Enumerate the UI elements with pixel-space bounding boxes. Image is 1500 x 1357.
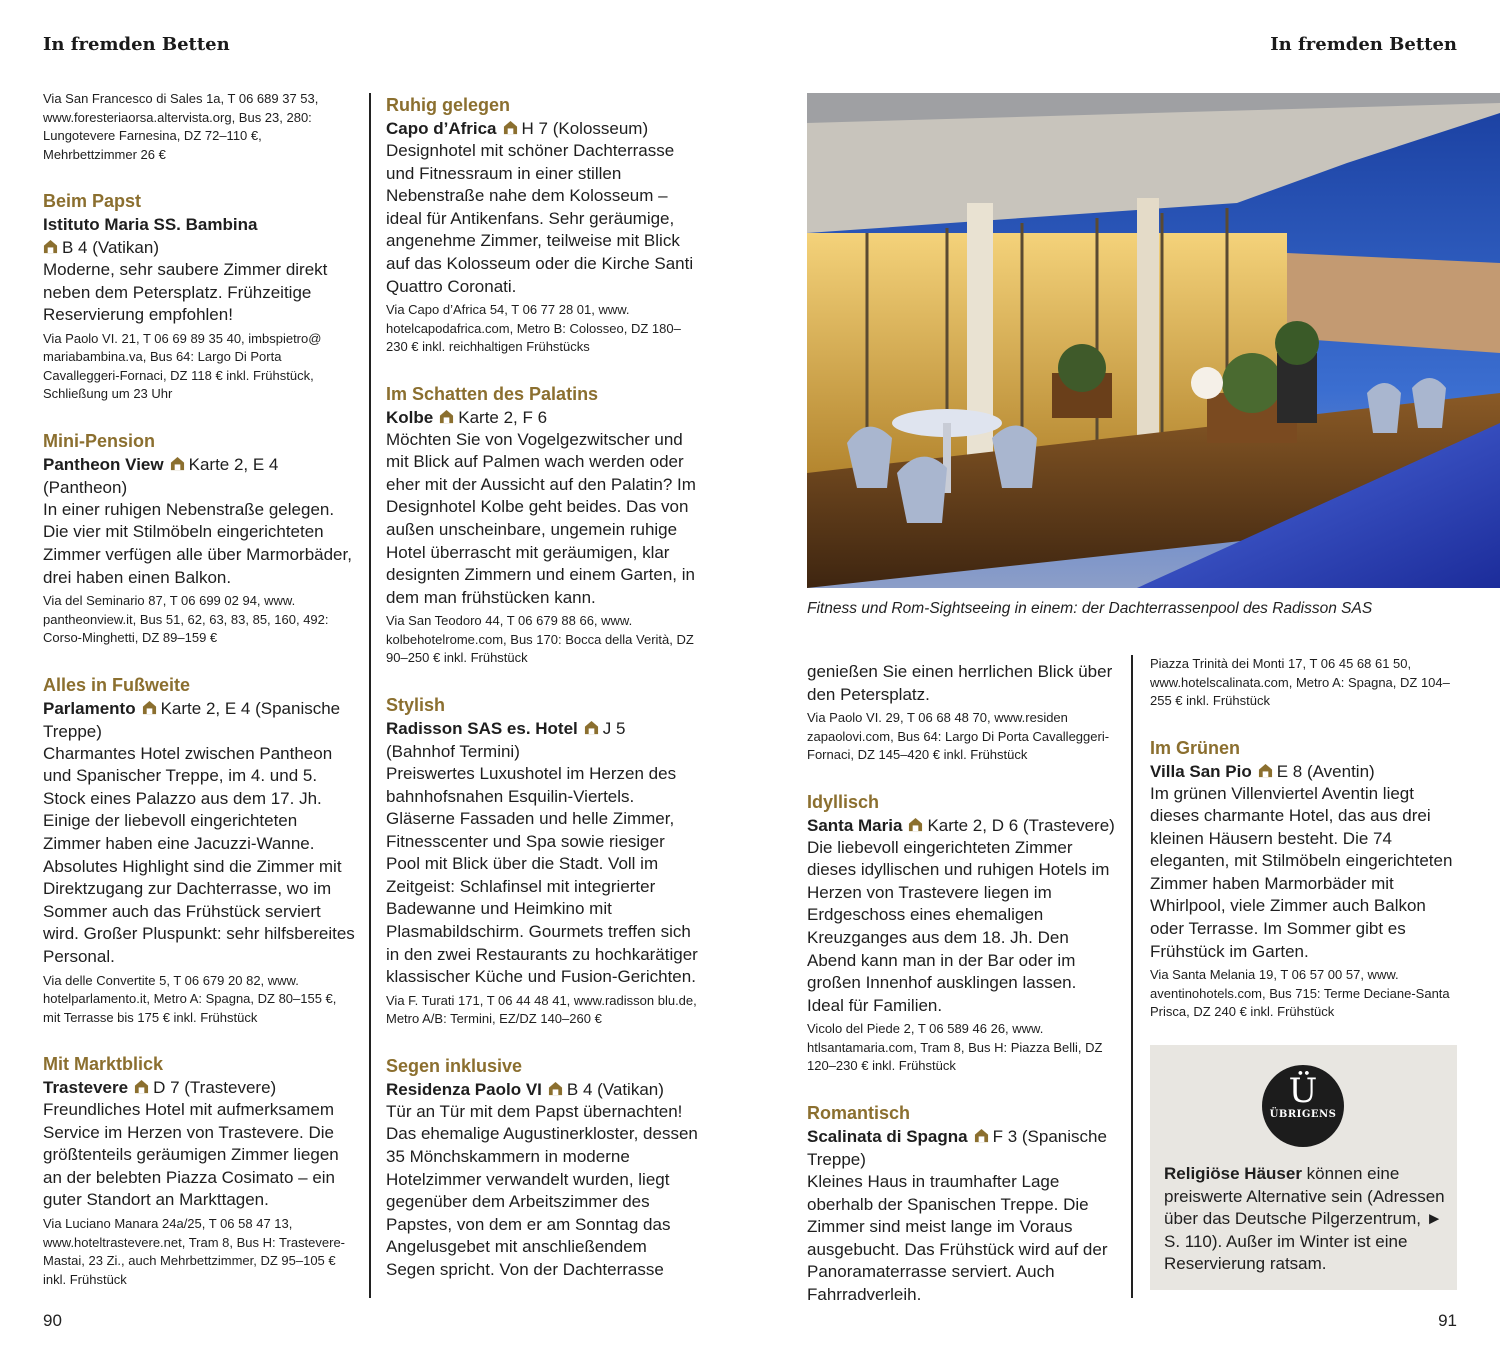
entry-name: Capo d’Africa (386, 119, 497, 138)
house-icon (142, 700, 157, 715)
entry-category: Alles in Fußweite (43, 674, 191, 695)
map-ref: D 7 (Trastevere) (153, 1078, 277, 1098)
continued-info: Via San Francesco di Sales 1a, T 06 689 37 53, www.foresteriaorsa.altervista.org, Bus 23, 280: Lungotevere Farnesina, DZ 72–110 €, Mehrbettzimmer 26 € (43, 91, 319, 162)
page-number-left: 90 (43, 1311, 62, 1330)
entry-info: Via Paolo VI. 21, T 06 69 89 35 40, imbspietro@ mariabambina.va, Bus 64: Largo Di Porta Cavalleggeri-Fornaci, DZ 118 € inkl. Frühstück, Schließung um 23 Uhr (43, 330, 322, 402)
house-icon (439, 409, 454, 424)
map-ref: E 8 (Aventin) (1276, 761, 1375, 781)
column-3 (807, 661, 1117, 1333)
box-text (1164, 1163, 1454, 1276)
entry-category: Idyllisch (807, 791, 880, 812)
map-ref: B 4 (Vatikan) (62, 238, 160, 257)
entry-body: Designhotel mit schöner Dachterrasse und Fitnessraum in einer stillen Nebenstraße nahe dem Kolosseum – ideal für Antikenfans. Sehr geräumige, angenehme Zimmer, teilweise mit Blick auf das Kolosseum oder die Kirche Santi Quattro Coronati. (386, 141, 694, 296)
entry-category: Ruhig gelegen (386, 95, 511, 115)
hotel-entry (43, 674, 355, 1027)
entry-name: Istituto Maria SS. Bambina (43, 215, 258, 234)
box-body: können eine preiswerte Alternative sein (Adressen über das Deutsche Pilgerzentrum, ► S. 110). Außer im Winter ist eine Reservierung ratsam. (1164, 1164, 1445, 1274)
badge-letter: Ü (1288, 1071, 1318, 1111)
map-ref: H 7 (Kolosseum) (521, 119, 649, 138)
box-bold: Religiöse Häuser (1164, 1164, 1302, 1183)
column-divider (1131, 655, 1133, 1298)
entry-body: In einer ruhigen Nebenstraße gelegen. Die vier mit Stilmöbeln eingerichteten Zimmer verfügen alle über Marmorbäder, drei haben einen Balkon. (43, 499, 352, 587)
house-icon (134, 1079, 149, 1094)
rooftop-pool-photo (807, 93, 1500, 588)
entry-category: Mit Marktblick (43, 1054, 164, 1075)
entry-info: Via F. Turati 171, T 06 44 48 41, www.radisson blu.de, Metro A/B: Termini, EZ/DZ 140–260 € (386, 992, 697, 1027)
column-1 (43, 90, 355, 1315)
hotel-entry (807, 791, 1117, 1076)
entry-body: Möchten Sie von Vogelgezwitscher und mit Blick auf Palmen wach werden oder eher mit der Aussicht auf den Palatin? Im Designhotel Kolbe geht beides. Das von außen unscheinbare, ungemein ruhige Hotel überrascht mit geräumigen, klar designten Zimmern und einem Garten, in dem man frühstücken kann. (386, 429, 696, 607)
column-divider (369, 93, 371, 1298)
header-right-title: In fremden Betten (1270, 34, 1457, 55)
entry-info: Via delle Convertite 5, T 06 679 20 82, www. hotelparlamento.it, Metro A: Spagna, DZ 80–155 €, mit Terrasse bis 175 € inkl. Frühstück (43, 972, 337, 1025)
column-4 (1150, 655, 1457, 1048)
entry-info: Via del Seminario 87, T 06 699 02 94, www. pantheonview.it, Bus 51, 62, 63, 83, 85, 160, 492: Corso-Minghetti, DZ 89–159 € (43, 593, 329, 646)
entry-body: Die liebevoll eingerichteten Zimmer dieses idyllischen und ruhigen Hotels im Herzen von Trastevere liegen im Erdgeschoss eines ehemaligen Kreuzganges aus dem 18. Jh. Den Abend kann man in der Bar oder im großen Innenhof ausklingen lassen. Ideal für Familien. (807, 837, 1110, 1015)
hotel-entry (43, 430, 355, 648)
map-ref: Karte 2, E 4 (Pantheon) (43, 454, 279, 497)
entry-body: Im grünen Villenviertel Aventin liegt dieses charmante Hotel, das aus drei kleinen Häusern besteht. Die 74 eleganten, mit Stilmöbeln eingerichteten Zimmer haben Marmorbäder mit Whirlpool, viele Zimmer auch Balkon oder Terrasse. Im Sommer gibt es Frühstück im Garten. (1150, 783, 1453, 961)
badge-label: ÜBRIGENS (1269, 1109, 1337, 1120)
header-left-title: In fremden Betten (43, 34, 230, 55)
continued-info: Via Paolo VI. 29, T 06 68 48 70, www.residen zapaolovi.com, Bus 64: Largo Di Porta Cavalleggeri-Fornaci, DZ 145–420 € inkl. Frühstück (807, 710, 1110, 763)
entry-name: Radisson SAS es. Hotel (386, 718, 578, 738)
entry-body: Tür an Tür mit dem Papst übernachten! Das ehemalige Augustinerkloster, dessen 35 Mönchskammern in moderne Hotelzimmer verwandelt wurden, liegt gegenüber dem Arbeitszimmer des Papstes, von dem er am Sonntag das Angelusgebet mit anschließendem Segen spricht. Von der Dachterrasse (386, 1101, 698, 1279)
map-ref: Karte 2, D 6 (Trastevere) (927, 815, 1115, 835)
hotel-entry (43, 1053, 355, 1289)
hotel-entry (386, 383, 698, 668)
house-icon (503, 120, 518, 135)
map-ref: Karte 2, E 4 (Spanische Treppe) (43, 698, 341, 741)
hotel-entry (1150, 737, 1457, 1022)
entry-body: Preiswertes Luxushotel im Herzen des bahnhofsnahen Esquilin-Viertels. Gläserne Fassaden und helle Zimmer, Fitnesscenter und Spa sowie riesiger Pool mit Blick über die Stadt. Voll im Zeitgeist: Schlafinsel mit integrierter Badewanne und Heimkino mit Plasmabildschirm. Gourmets treffen sich in den zwei Restaurants zu hochkarätiger klassischer Küche und Fusion-Gerichten. (386, 763, 698, 987)
house-icon (908, 817, 923, 832)
continued-body: genießen Sie einen herrlichen Blick über den Petersplatz. (807, 662, 1113, 704)
photo-illustration (807, 93, 1500, 588)
entry-category: Im Schatten des Palatins (386, 383, 599, 404)
entry-info: Via Luciano Manara 24a/25, T 06 58 47 13, www.hoteltrastevere.net, Tram 8, Bus H: Trastevere-Mastai, 23 Zi., auch Mehrbettzimmer, DZ 95–105 € inkl. Frühstück (43, 1216, 346, 1287)
house-icon (1258, 763, 1273, 778)
map-ref: J 5 (Bahnhof Termini) (386, 718, 626, 761)
page-number-right: 91 (1438, 1311, 1457, 1330)
entry-name: Residenza Paolo VI (386, 1079, 542, 1099)
entry-category: Im Grünen (1150, 737, 1241, 758)
entry-info: Via Santa Melania 19, T 06 57 00 57, www. aventinohotels.com, Bus 715: Terme Deciane-Santa Prisca, DZ 240 € inkl. Frühstück (1150, 967, 1450, 1020)
house-icon (43, 239, 58, 254)
continued-info: Piazza Trinità dei Monti 17, T 06 45 68 61 50, www.hotelscalinata.com, Metro A: Spagna, DZ 104–255 € inkl. Frühstück (1150, 656, 1450, 708)
entry-category: Mini-Pension (43, 430, 155, 451)
entry-info: Vicolo del Piede 2, T 06 589 46 26, www. htlsantamaria.com, Tram 8, Bus H: Piazza Belli, DZ 120–230 € inkl. Frühstück (807, 1021, 1103, 1074)
entry-category: Segen inklusive (386, 1055, 523, 1076)
house-icon (170, 456, 185, 471)
entry-info: Via San Teodoro 44, T 06 679 88 66, www. kolbehotelrome.com, Bus 170: Bocca della Verità, DZ 90–250 € inkl. Frühstück (386, 613, 694, 666)
map-ref: F 3 (Spanische Treppe) (807, 1126, 1107, 1169)
entry-name: Kolbe (386, 407, 434, 427)
house-icon (974, 1128, 989, 1143)
entry-category: Stylish (386, 694, 446, 715)
entry-name: Pantheon View (43, 454, 164, 474)
house-icon (548, 1081, 563, 1096)
entry-body: Kleines Haus in traumhafter Lage oberhalb der Spanischen Treppe. Die Zimmer sind meist lange im Voraus ausgebucht. Das Frühstück wird auf der Panoramaterrasse serviert. Auch Fahrradverleih. (807, 1171, 1108, 1304)
hotel-entry (386, 694, 698, 1029)
entry-name: Santa Maria (807, 815, 903, 835)
entry-map (43, 236, 355, 259)
hotel-entry (807, 1102, 1117, 1307)
column-2 (386, 94, 698, 1308)
entry-name: Scalinata di Spagna (807, 1126, 968, 1146)
photo-caption: Fitness und Rom-Sightseeing in einem: der Dachterrassenpool des Radisson SAS (807, 600, 1373, 617)
entry-category: Romantisch (807, 1102, 911, 1123)
entry-info: Via Capo d’Africa 54, T 06 77 28 01, www. hotelcapodafrica.com, Metro B: Colosseo, DZ 180–230 € inkl. reichhaltigen Frühstücks (386, 302, 681, 355)
entry-body: Freundliches Hotel mit aufmerksamem Service im Herzen von Trastevere. Die größtenteils geräumigen Zimmer liegen an der belebten Piazza Cosimato – ein guter Standort an Markttagen. (43, 1100, 339, 1210)
map-ref: Karte 2, F 6 (458, 407, 548, 427)
uebrigens-box (1150, 1045, 1457, 1290)
hotel-entry (43, 190, 355, 404)
map-ref: B 4 (Vatikan) (566, 1079, 664, 1099)
hotel-entry (386, 94, 698, 357)
entry-body: Charmantes Hotel zwischen Pantheon und Spanischer Treppe, im 4. und 5. Stock eines Palazzo aus dem 17. Jh. Einige der liebevoll eingerichteten Zimmer haben eine Jacuzzi-Wanne. Absolutes Highlight sind die Zimmer mit Direktzugang zur Dachterrasse, wo im Sommer auch das Frühstück serviert wird. Großer Pluspunkt: sehr hilfsbereites Personal. (43, 743, 355, 966)
hotel-entry (386, 1055, 698, 1282)
entry-name: Parlamento (43, 698, 136, 718)
house-icon (584, 720, 599, 735)
uebrigens-badge (1262, 1065, 1344, 1147)
entry-category: Beim Papst (43, 191, 142, 211)
entry-name: Villa San Pio (1150, 761, 1252, 781)
entry-name: Trastevere (43, 1078, 129, 1098)
entry-body: Moderne, sehr saubere Zimmer direkt neben dem Petersplatz. Frühzeitige Reservierung empfohlen! (43, 260, 328, 325)
